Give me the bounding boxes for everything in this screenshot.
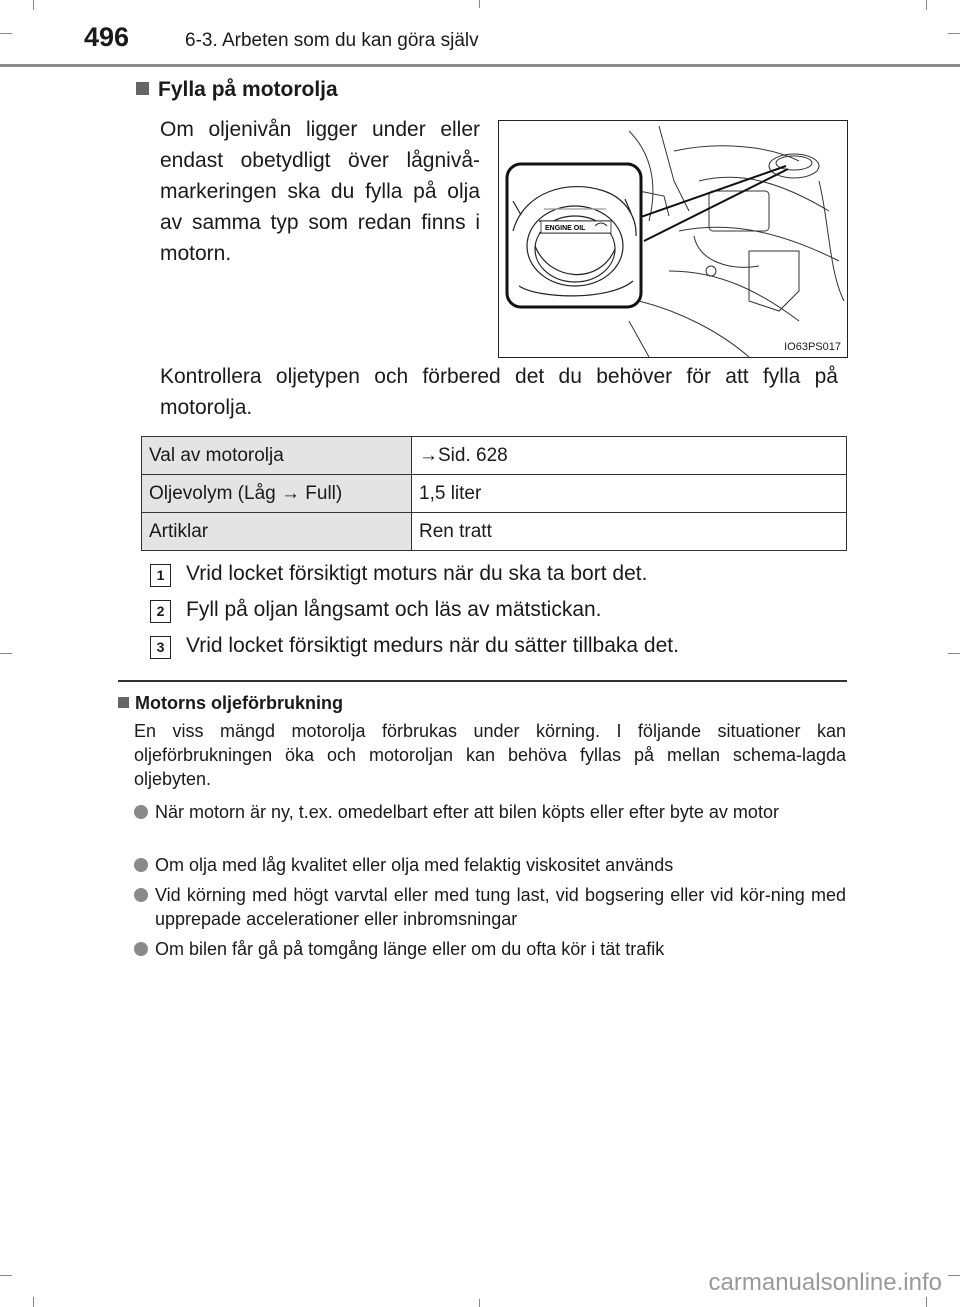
step-text: Vrid locket försiktigt moturs när du ska ta bort det.: [186, 562, 648, 585]
fill-oil-preparation: Kontrollera oljetypen och förbered det du behöver för att fylla på motorolja.: [160, 365, 838, 419]
circle-bullet-icon: [134, 805, 148, 819]
step-number: 1: [150, 564, 171, 587]
list-item: [134, 883, 846, 931]
step-text: Vrid locket försiktigt medurs när du sätter tillbaka det.: [186, 634, 679, 657]
step-number: 2: [150, 600, 171, 623]
crop-mark: [0, 1275, 12, 1276]
circle-bullet-icon: [134, 858, 148, 872]
circle-bullet-icon: [134, 888, 148, 902]
crop-mark: [948, 33, 960, 34]
fill-oil-heading-text: Fylla på motorolja: [158, 78, 338, 101]
square-bullet-icon: [118, 697, 129, 708]
crop-mark: [479, 0, 480, 8]
section-title: 6-3. Arbeten som du kan göra själv: [185, 30, 479, 51]
table-key: Oljevolym (Låg → Full): [142, 475, 412, 513]
table-row: [142, 513, 847, 551]
crop-mark: [926, 1297, 927, 1307]
list-item-text: Om bilen får gå på tomgång länge eller om du ofta kör i tät trafik: [155, 939, 665, 959]
oil-spec-table: [141, 436, 847, 551]
crop-mark: [0, 33, 12, 34]
step-number: 3: [150, 636, 171, 659]
list-item: [134, 853, 846, 877]
section-divider: [118, 680, 847, 682]
oil-consumption-paragraph: En viss mängd motorolja förbrukas under körning. I följande situationer kan oljeförbrukningen öka och motoroljan kan behöva fyllas på mellan schema-lagda oljebyten.: [134, 721, 846, 789]
engine-bay-drawing: [499, 121, 847, 357]
list-item: [134, 800, 846, 824]
table-row: [142, 475, 847, 513]
table-row: [142, 437, 847, 475]
figure-code: IO63PS017: [784, 341, 841, 353]
table-key: Artiklar: [142, 513, 412, 551]
engine-oil-cap-illustration: [498, 120, 848, 358]
table-value: 1,5 liter: [412, 475, 847, 513]
fill-oil-heading: [136, 78, 338, 102]
list-item-text: Vid körning med högt varvtal eller med tung last, vid bogsering eller vid kör-ning med upprepade accelerationer eller inbromsningar: [155, 885, 846, 929]
list-item-text: Om olja med låg kvalitet eller olja med felaktig viskositet används: [155, 855, 674, 875]
circle-bullet-icon: [134, 942, 148, 956]
engine-oil-label: ENGINE OIL: [545, 225, 586, 232]
square-bullet-icon: [136, 82, 149, 95]
oil-consumption-heading-text: Motorns oljeförbrukning: [135, 693, 343, 713]
crop-mark: [926, 0, 927, 10]
header-divider: [0, 64, 960, 67]
watermark: carmanualsonline.info: [708, 1269, 942, 1296]
list-item: [134, 937, 846, 961]
crop-mark: [0, 653, 12, 654]
crop-mark: [33, 1297, 34, 1307]
page-number: 496: [84, 22, 130, 52]
table-key: Val av motorolja: [142, 437, 412, 475]
crop-mark: [479, 1299, 480, 1307]
crop-mark: [948, 1275, 960, 1276]
table-value: Ren tratt: [412, 513, 847, 551]
step-text: Fyll på oljan långsamt och läs av mätstickan.: [186, 598, 602, 621]
oil-consumption-heading: [118, 693, 343, 714]
table-value: →Sid. 628: [412, 437, 847, 475]
crop-mark: [948, 653, 960, 654]
crop-mark: [33, 0, 34, 10]
fill-oil-intro: Om oljenivån ligger under eller endast obetydligt över lågnivå-markeringen ska du fylla på olja av samma typ som redan finns i motorn.: [160, 118, 480, 265]
list-item-text: När motorn är ny, t.ex. omedelbart efter att bilen köpts eller efter byte av motor: [155, 802, 779, 822]
